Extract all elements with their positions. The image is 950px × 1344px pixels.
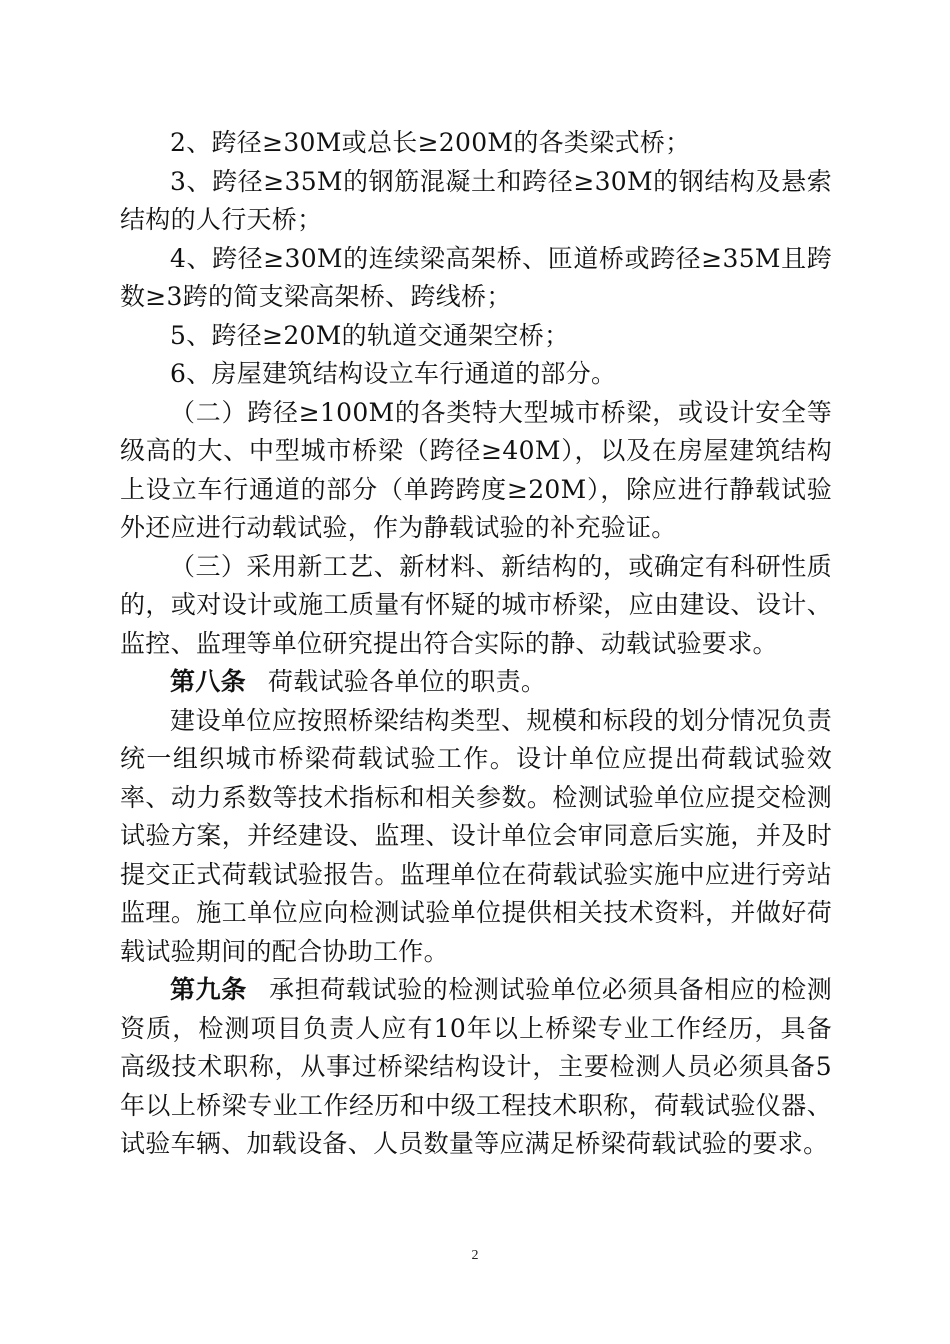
list-item-5: 5、跨径≥20M的轨道交通架空桥； [170, 320, 570, 350]
article-9-body: 承担荷载试验的检测试验单位必须具备相应的检测资质，检测项目负责人应有10年以上桥梁专业工作经历，具备高级技术职称，从事过桥梁结构设计，主要检测人员必须具备5年以上桥梁专业工作经历和中级工程技术职称，荷载试验仪器、试验车辆、加载设备、人员数量等应满足桥梁荷载试验的要求。 [120, 975, 833, 1158]
article-9-number: 第九条 [170, 975, 247, 1004]
list-item-4: 4、跨径≥30M的连续梁高架桥、匝道桥或跨径≥35M且跨数≥3跨的简支梁高架桥、跨线桥； [120, 243, 832, 311]
article-8-heading-line [120, 663, 832, 702]
list-item-6: 6、房屋建筑结构设立车行通道的部分。 [170, 359, 617, 388]
clause-three: （三）采用新工艺、新材料、新结构的，或确定有科研性质的，或对设计或施工质量有怀疑的城市桥梁，应由建设、设计、监控、监理等单位研究提出符合实际的静、动载试验要求。 [120, 551, 832, 658]
page-number: 2 [471, 1248, 479, 1263]
list-item-2: 2、跨径≥30M或总长≥200M的各类梁式桥； [170, 128, 691, 157]
article-8-number: 第八条 [170, 667, 246, 696]
document-body [120, 124, 832, 1164]
clause-two: （二）跨径≥100M的各类特大型城市桥梁，或设计安全等级高的大、中型城市桥梁（跨径≥40M），以及在房屋建筑结构上设立车行通道的部分（单跨跨度≥20M），除应进行静载试验外还应进行动载试验，作为静载试验的补充验证。 [120, 397, 832, 542]
list-item-3: 3、跨径≥35M的钢筋混凝土和跨径≥30M的钢结构及悬索结构的人行天桥； [120, 166, 832, 234]
article-9 [120, 971, 832, 1164]
article-8-body: 建设单位应按照桥梁结构类型、规模和标段的划分情况负责统一组织城市桥梁荷载试验工作。设计单位应提出荷载试验效率、动力系数等技术指标和相关参数。检测试验单位应提交检测试验方案，并经建设、监理、设计单位会审同意后实施，并及时提交正式荷载试验报告。监理单位在荷载试验实施中应进行旁站监理。施工单位应向检测试验单位提供相关技术资料，并做好荷载试验期间的配合协助工作。 [120, 705, 832, 966]
article-8-title: 荷载试验各单位的职责。 [267, 667, 547, 696]
